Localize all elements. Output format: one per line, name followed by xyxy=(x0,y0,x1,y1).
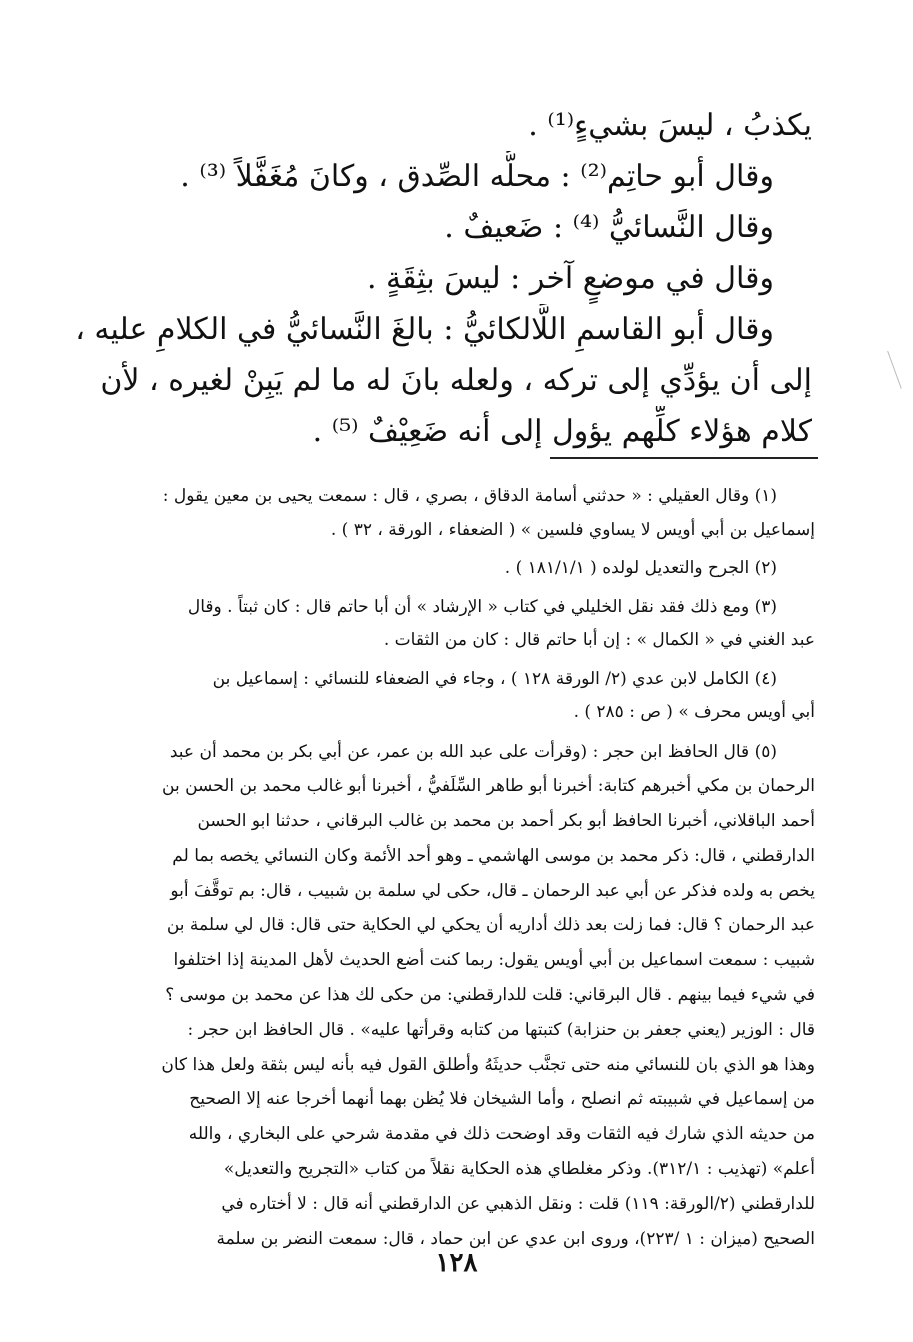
footnote-line: أبي أويس محرف » ( ص : ٢٨٥ ) . xyxy=(573,702,815,722)
footnote-line: إسماعيل بن أبي أويس لا يساوي فلسين » ( الضعفاء ، الورقة ، ٣٢ ) . xyxy=(330,519,815,540)
footnotes xyxy=(75,480,815,1261)
footnote-line: وهذا هو الذي بان للنسائي منه حتى تجنَّب حديثَهُ وأطلق القول فيه بأنه ليس بثقة ولعل هذا كان xyxy=(161,1054,815,1075)
footnote-line: الرحمان بن مكي أخبرهم كتابة: أخبرنا أبو طاهر السِّلَفيُّ ، أخبرنا أبو غالب محمد بن الحسن بن xyxy=(162,776,815,797)
footnote-line: قال : الوزير (يعني جعفر بن حنزابة) كتبتها من كتابه وقرأتها عليه» . قال الحافظ ابن حجر : xyxy=(187,1019,815,1040)
footnote-line: (١) وقال العقيلي : « حدثني أسامة الدقاق ، بصري ، قال : سمعت يحيى بن معين يقول : xyxy=(162,486,777,506)
page-number: ١٢٨ xyxy=(435,1248,478,1278)
footnote-1 xyxy=(75,480,815,547)
footnote-line: عبد الرحمان ؟ قال: فما زلت بعد ذلك أداريه أن يحكي لي الحكاية حتى قال: قال لي سلمة بن xyxy=(166,915,815,936)
footnote-separator xyxy=(550,457,818,459)
footnote-5 xyxy=(75,735,815,1257)
footnote-line: في شيء فيما بينهم . قال البرقاني: قلت للدارقطني: من حكى لك هذا عن محمد بن موسى ؟ xyxy=(165,985,815,1006)
main-text-line: وقال في موضعٍ آخر : ليسَ بثِقَةٍ . xyxy=(366,261,774,296)
main-text xyxy=(72,100,812,457)
main-text-line: وقال أبو حاتِم⁽²⁾ : محلُّه الصِّدق ، وكانَ مُغَفَّلاً ⁽³⁾ . xyxy=(180,159,774,194)
footnote-line: أحمد الباقلاني، أخبرنا الحافظ أبو بكر أحمد بن محمد بن غالب البرقاني ، حدثنا ابو الحسن xyxy=(197,811,815,832)
footnote-line: من حديثه الذي شارك فيه الثقات وقد اوضحت ذلك في مقدمة شرحي على البخاري ، والله xyxy=(188,1124,815,1145)
main-text-line: يكذبُ ، ليسَ بشيءٍ⁽¹⁾ . xyxy=(528,108,812,143)
footnote-line: (٢) الجرح والتعديل لولده ( ١٨١/١/١ ) . xyxy=(504,558,777,578)
footnote-line: يخص به ولده فذكر عن أبي عبد الرحمان ـ قال، حكى لي سلمة بن شبيب ، قال: بم توقَّفَ أبو xyxy=(170,880,815,901)
footnote-line: الصحيح (ميزان : ١ /٢٢٣)، وروى ابن عدي عن ابن حماد ، قال: سمعت النضر بن سلمة xyxy=(216,1228,815,1249)
footnote-line: (٥) قال الحافظ ابن حجر : (وقرأت على عبد الله بن عمر، عن أبي بكر بن محمد أن عبد xyxy=(169,741,777,762)
footnote-line: (٣) ومع ذلك فقد نقل الخليلي في كتاب « الإرشاد » أن أبا حاتم قال : كان ثبتاً . وقال xyxy=(187,596,777,617)
margin-mark xyxy=(886,351,902,389)
main-text-line: كلام هؤلاء كلِّهم يؤول إلى أنه ضَعِيْفٌ ⁽⁵⁾ . xyxy=(312,414,812,449)
footnote-line: من إسماعيل في شبيبته ثم انصلح ، وأما الشيخان فلا يُظن بهما أنهما أخرجا عنه إلا الصحيح xyxy=(189,1089,815,1110)
main-text-line: وقال النَّسائيُّ ⁽⁴⁾ : ضَعيفٌ . xyxy=(444,210,774,245)
main-text-line: وقال أبو القاسمِ اللَّالكائيُّ : بالغَ النَّسائيُّ في الكلامِ عليه ، xyxy=(75,312,774,347)
footnote-line: الدارقطني ، قال: ذكر محمد بن موسى الهاشمي ـ وهو أحد الأئمة وكان النسائي يخصه بما لم xyxy=(172,845,815,866)
footnote-line: للدارقطني (٢/الورقة: ١١٩) قلت : ونقل الذهبي عن الدارقطني أنه قال : لا أختاره في xyxy=(221,1193,815,1214)
footnote-4 xyxy=(75,663,815,730)
footnote-line: أعلم» (تهذيب : ٣١٢/١). وذكر مغلطاي هذه الحكاية نقلاً من كتاب «التجريح والتعديل» xyxy=(223,1159,815,1180)
footnote-3 xyxy=(75,591,815,658)
main-text-line: إلى أن يؤدِّي إلى تركه ، ولعله بانَ له ما لم يَبِنْ لغيره ، لأن xyxy=(100,363,812,398)
footnote-line: عبد الغني في « الكمال » : إن أبا حاتم قال : كان من الثقات . xyxy=(383,630,815,650)
footnote-2 xyxy=(75,552,815,586)
footnote-line: (٤) الكامل لابن عدي (٢/ الورقة ١٢٨ ) ، وجاء في الضعفاء للنسائي : إسماعيل بن xyxy=(212,668,777,689)
footnote-line: شبيب : سمعت اسماعيل بن أبي أويس يقول: ربما كنت أضع الحديث لأهل المدينة إذا اختلفوا xyxy=(173,950,815,971)
